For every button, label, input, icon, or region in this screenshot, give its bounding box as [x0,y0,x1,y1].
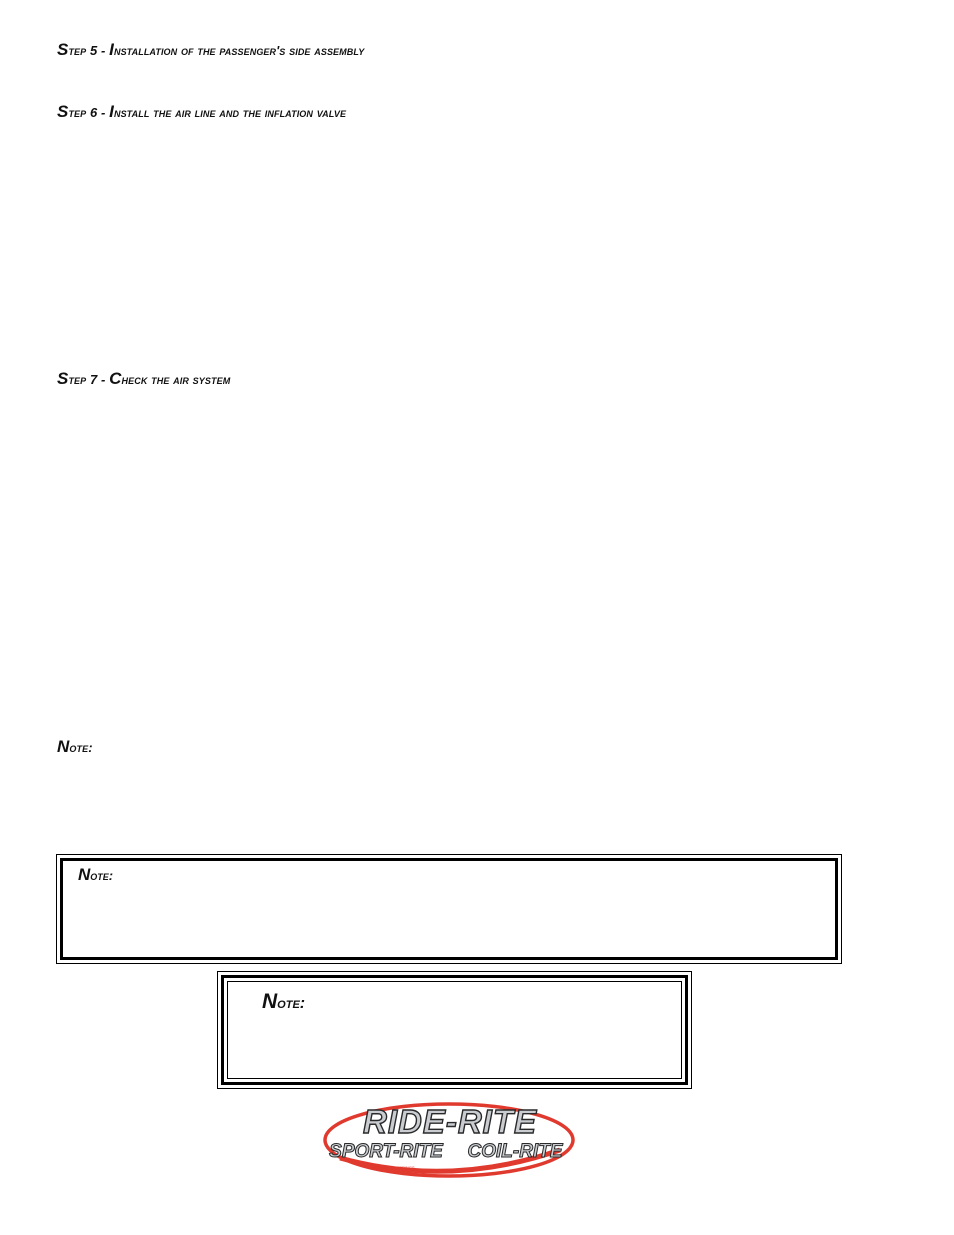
note-box-centered-frame [221,975,688,1085]
note-box-wide-label: Note: [78,865,114,884]
note-box-centered-label: Note: [262,990,306,1013]
step-7-heading: Step 7 - Check the air system [57,369,231,388]
note-box-centered-inner-frame [227,981,682,1079]
note-heading: Note: [57,737,93,756]
ride-rite-logo [322,1100,576,1180]
step-5-heading: Step 5 - Installation of the passenger's side assembly [57,40,365,59]
logo-tagline: Air helper springs [369,1165,415,1171]
logo-coil-rite-text: COIL-RITE [467,1141,563,1162]
step-6-heading: Step 6 - Install the air line and the inflation valve [57,102,347,121]
logo-main-text: RIDE-RITE [363,1103,537,1140]
note-box-wide [56,854,842,964]
logo-sport-rite-text: SPORT-RITE [329,1141,443,1162]
note-box-wide-frame [60,858,838,960]
note-box-centered [217,971,692,1089]
